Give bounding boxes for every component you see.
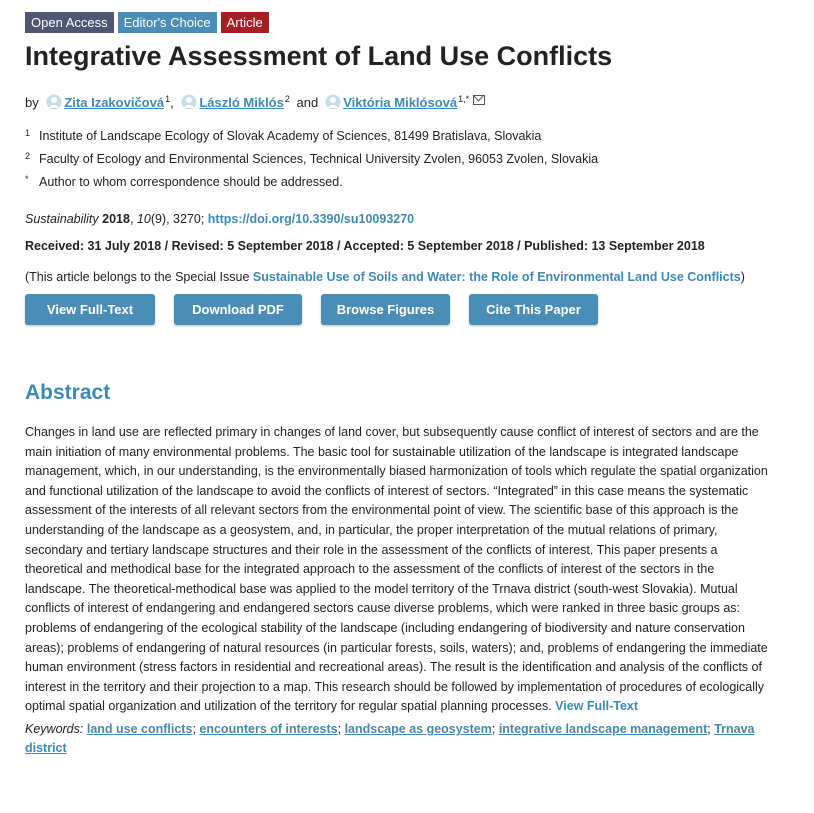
affiliation-text: Author to whom correspondence should be addressed. <box>39 175 343 189</box>
keyword-link[interactable]: Trnava district <box>25 721 755 756</box>
special-issue-note <box>25 268 777 287</box>
keywords: Keywords: land use conflicts; encounters of interests; landscape as geosystem; integrative landscape management; Trnava district <box>25 721 755 756</box>
affiliation-mark: 2 <box>25 151 31 161</box>
affiliation-mark: * <box>25 174 29 184</box>
author-link[interactable]: Zita Izakovičová <box>64 95 165 110</box>
article-type-badge: Article <box>221 12 269 33</box>
keywords-label: Keywords: <box>25 721 84 736</box>
abstract-body <box>25 423 777 717</box>
article-page <box>25 12 777 759</box>
affiliations <box>25 125 777 194</box>
affiliation-text: Faculty of Ecology and Environmental Sciences, Technical University Zvolen, 96053 Zvolen, Slovakia <box>39 152 599 166</box>
article-title: Integrative Assessment of Land Use Conflicts <box>25 41 613 71</box>
view-full-text-button[interactable]: View Full-Text <box>25 294 155 325</box>
citation-year: 2018 <box>102 212 130 226</box>
browse-figures-button[interactable]: Browse Figures <box>321 294 450 325</box>
affiliation-item <box>25 171 777 194</box>
doi-link[interactable]: https://doi.org/10.3390/su10093270 <box>207 212 415 226</box>
affiliation-item <box>25 125 777 148</box>
affiliation-mark: 1 <box>25 128 31 138</box>
affiliation-text: Institute of Landscape Ecology of Slovak Academy of Sciences, 81499 Bratislava, Slovakia <box>39 129 542 143</box>
special-issue-link[interactable]: Sustainable Use of Soils and Water: the Role of Environmental Land Use Conflicts <box>252 270 741 284</box>
editors-choice-badge[interactable]: Editor's Choice <box>118 12 217 33</box>
journal-name: Sustainability <box>25 212 99 226</box>
publication-dates: Received: 31 July 2018 / Revised: 5 September 2018 / Accepted: 5 September 2018 / Published: 13 September 2018 <box>25 239 705 253</box>
author-list: by Zita Izakovičová$^1$, László Miklós$^2$ and Viktória Miklósová$^{1,*}$ <box>25 90 777 112</box>
download-pdf-button[interactable]: Download PDF <box>174 294 302 325</box>
citation-issue: (9) <box>150 212 167 226</box>
action-buttons <box>25 294 777 325</box>
special-issue-suffix: ) <box>740 270 745 284</box>
open-access-badge[interactable]: Open Access <box>25 12 114 33</box>
abstract-heading: Abstract <box>25 381 111 404</box>
keyword-link[interactable]: integrative landscape management <box>498 721 708 736</box>
abstract-full-text-link[interactable]: View Full-Text <box>555 699 639 714</box>
author-profile-icon[interactable] <box>325 94 341 110</box>
citation-volume: 10 <box>136 212 151 226</box>
author-link[interactable]: Viktória Miklósová <box>343 95 458 110</box>
author-affiliation-sup: 2 <box>284 94 290 104</box>
keyword-link[interactable]: land use conflicts <box>86 721 193 736</box>
email-icon[interactable] <box>473 95 485 105</box>
cite-this-paper-button[interactable]: Cite This Paper <box>469 294 598 325</box>
author-profile-icon[interactable] <box>46 94 62 110</box>
by-label: by <box>25 95 39 110</box>
keyword-link[interactable]: encounters of interests <box>199 721 338 736</box>
badge-row <box>25 12 777 33</box>
citation-pages: , 3270; <box>166 212 208 226</box>
author-affiliation-sup: 1 <box>165 94 171 104</box>
author-affiliation-sup: 1,* <box>458 94 470 104</box>
author-link[interactable]: László Miklós <box>199 95 284 110</box>
abstract-text: Changes in land use are reflected primary in changes of land cover, but subsequently cause conflict of interest of sectors and are the main initiation of many environmental problems. The basic tool for sustainable utilization of the landscape is integrated landscape management, which, in our understanding, is the environmentally biased harmonization of tools which regulate the spatial organization and functional utilization of the landscape to avoid the conflicts of interest of sectors. “Integrated” in this case means the systematic assessment of the interests of all relevant sectors from the environmental point of view. The scientific base of this approach is the understanding of the landscape as a geosystem, and, in particular, the proper interpretation of the mutual relations of primary, secondary and tertiary landscape structures and their role in the assessment of the conflicts of interest. This paper presents a theoretical and methodical base for the integrated approach to the assessment of the conflicts of interest of the sectors in the landscape. The theoretical-methodical base was applied to the model territory of the Trnava district (south-west Slovakia). Mutual conflicts of interest of endangering and endangered sectors cause diverse problems, which were ranked in three basic groups as: problems of endangering of the ecological stability of the landscape (including endangering of biodiversity and nature conservation areas); problems of endangering of natural resources (in particular forests, soils, waters); and, problems of endangering the immediate human environment (stress factors in residential and recreational areas). The result is the identification and analysis of the conflicts of interest in the territory and their projection to a map. This research should be followed by implementation of procedures of ecologically optimal spatial organization and utilization of the territory for regular spatial planning processes. <box>25 425 768 714</box>
citation-line: Sustainability 2018, 10(9), 3270; https://doi.org/10.3390/su10093270 <box>25 212 415 226</box>
special-issue-prefix: (This article belongs to the Special Issue <box>25 270 253 284</box>
author-profile-icon[interactable] <box>181 94 197 110</box>
affiliation-item <box>25 148 777 171</box>
keyword-link[interactable]: landscape as geosystem <box>344 721 492 736</box>
and-label: and <box>296 95 319 110</box>
